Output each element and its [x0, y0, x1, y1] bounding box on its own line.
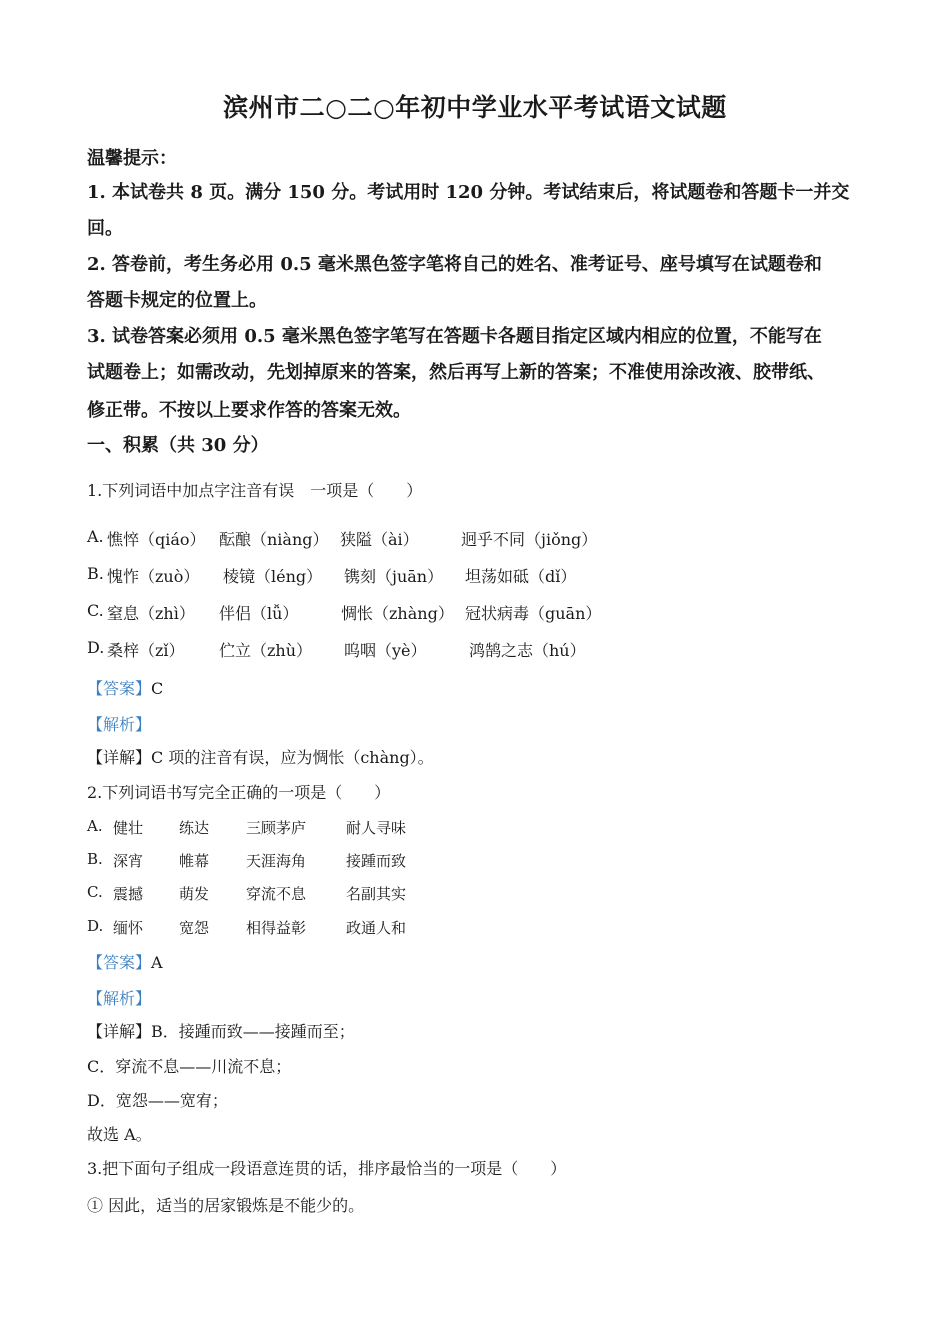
answer-value: A	[151, 953, 163, 972]
option-item: 萌发	[179, 885, 210, 903]
option-item: 坦荡如砥（dǐ）	[465, 567, 577, 586]
tip-2-cont: 答题卡规定的位置上。	[87, 290, 267, 311]
option-item: 深宵	[113, 852, 144, 870]
option-label: C.	[87, 601, 104, 620]
option-item: 迥乎不同（jiǒng）	[461, 530, 598, 549]
option-item: 冠状病毒（guān）	[465, 604, 602, 623]
option-label: D.	[87, 917, 104, 935]
option-item: 伴侣（lǚ）	[219, 604, 299, 623]
option-item: 练达	[179, 819, 210, 837]
option-item: 狭隘（ài）	[340, 530, 419, 549]
option-item: 伫立（zhù）	[219, 641, 313, 660]
option-item: 酝酿（niàng）	[219, 530, 329, 549]
answer-value: C	[151, 679, 164, 698]
tip-3-cont2: 修正带。不按以上要求作答的答案无效。	[87, 400, 411, 421]
option-label: C.	[87, 883, 103, 901]
detail-text: 【详解】C 项的注音有误，应为惆怅（chàng）。	[87, 748, 434, 767]
tips-heading: 温馨提示：	[87, 148, 177, 169]
question-stem: 3.把下面句子组成一段语意连贯的话，排序最恰当的一项是（ ）	[87, 1159, 567, 1178]
option-item: 政通人和	[346, 919, 407, 937]
conclusion-text: 故选 A。	[87, 1125, 152, 1144]
option-label: A.	[87, 817, 103, 835]
option-item: 鸿鹄之志（hú）	[469, 641, 586, 660]
answer-line	[87, 676, 163, 699]
option-item: 憔悴（qiáo）	[107, 530, 206, 549]
option-item: 缅怀	[113, 919, 144, 937]
option-item: 震撼	[113, 885, 144, 903]
tip-3-cont: 试题卷上；如需改动，先划掉原来的答案，然后再写上新的答案；不准使用涂改液、胶带纸、	[87, 362, 825, 383]
tip-2: 2. 答卷前，考生务必用 0.5 毫米黑色签字笔将自己的姓名、准考证号、座号填写在试题卷和	[87, 254, 822, 275]
option-item: 惆怅（zhàng）	[341, 604, 454, 623]
option-label: A.	[87, 527, 104, 546]
option-item: 宽怨	[179, 919, 210, 937]
option-item: 穿流不息	[246, 885, 307, 903]
option-label: B.	[87, 850, 103, 868]
option-item: 天涯海角	[246, 852, 307, 870]
option-item: 呜咽（yè）	[344, 641, 427, 660]
detail-text: D．宽怨——宽宥；	[87, 1091, 228, 1110]
detail-text: 【详解】B．接踵而致——接踵而至；	[87, 1022, 355, 1041]
tip-3: 3. 试卷答案必须用 0.5 毫米黑色签字笔写在答题卡各题目指定区域内相应的位置，不能写在	[87, 326, 822, 347]
option-item: 三顾茅庐	[246, 819, 307, 837]
option-item: 窒息（zhì）	[107, 604, 195, 623]
option-item: 名副其实	[346, 885, 407, 903]
option-item: 镌刻（juān）	[344, 567, 444, 586]
detail-text: C．穿流不息——川流不息；	[87, 1057, 292, 1076]
option-item: 耐人寻味	[346, 819, 407, 837]
option-item: 接踵而致	[346, 852, 407, 870]
tip-1: 1. 本试卷共 8 页。满分 150 分。考试用时 120 分钟。考试结束后，将试题卷和答题卡一并交	[87, 182, 850, 203]
option-label: B.	[87, 564, 104, 583]
option-item: 帷幕	[179, 852, 210, 870]
tip-1-cont: 回。	[87, 218, 123, 239]
option-item: 桑梓（zǐ）	[107, 641, 185, 660]
section-heading: 一、积累（共 30 分）	[87, 435, 269, 456]
option-item: 相得益彰	[246, 919, 307, 937]
analysis-tag: 【解析】	[87, 989, 152, 1008]
question-stem: 1.下列词语中加点字注音有误 一项是（ ）	[87, 481, 423, 500]
analysis-tag: 【解析】	[87, 715, 152, 734]
page-title: 滨州市二○二○年初中学业水平考试语文试题	[223, 93, 727, 122]
option-item: 棱镜（léng）	[223, 567, 323, 586]
answer-line	[87, 950, 163, 973]
option-item: 健壮	[113, 819, 144, 837]
answer-tag: 【答案】	[87, 679, 152, 698]
question-stem: 2.下列词语书写完全正确的一项是（ ）	[87, 783, 391, 802]
sentence-item: ① 因此，适当的居家锻炼是不能少的。	[87, 1196, 365, 1215]
option-label: D.	[87, 638, 105, 657]
option-item: 愧怍（zuò）	[107, 567, 200, 586]
answer-tag: 【答案】	[87, 953, 152, 972]
